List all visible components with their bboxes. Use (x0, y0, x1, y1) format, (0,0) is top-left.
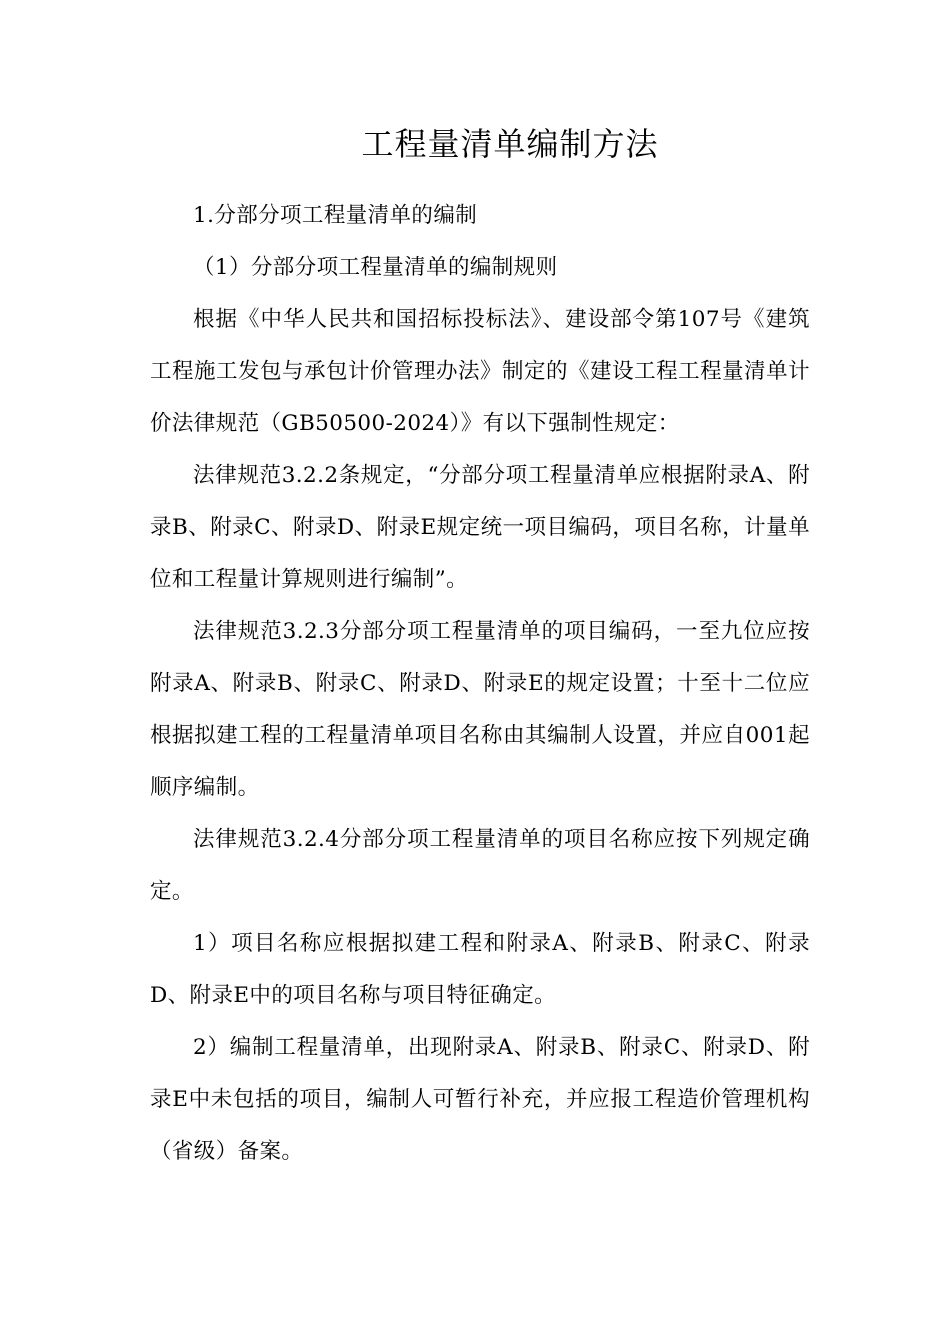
list-item-1: 1）项目名称应根据拟建工程和附录A、附录B、附录C、附录D、附录E中的项目名称与项目特征确定。 (150, 931, 810, 1008)
subsection-heading: （1）分部分项工程量清单的编制规则 (193, 255, 558, 280)
document-body (150, 190, 810, 1178)
paragraph-rule-3-2-3: 法律规范3.2.3分部分项工程量清单的项目编码，一至九位应按附录A、附录B、附录C、附录D、附录E的规定设置；十至十二位应根据拟建工程的工程量清单项目名称由其编制人设置，并应自001起顺序编制。 (150, 619, 810, 800)
document-title: 工程量清单编制方法 (361, 125, 659, 163)
list-item-2: 2）编制工程量清单，出现附录A、附录B、附录C、附录D、附录E中未包括的项目，编制人可暂行补充，并应报工程造价管理机构（省级）备案。 (150, 1035, 810, 1164)
paragraph-rule-3-2-2: 法律规范3.2.2条规定，“分部分项工程量清单应根据附录A、附录B、附录C、附录D、附录E规定统一项目编码，项目名称，计量单位和工程量计算规则进行编制”。 (150, 463, 810, 592)
paragraph-rule-3-2-4: 法律规范3.2.4分部分项工程量清单的项目名称应按下列规定确定。 (150, 827, 810, 904)
section-heading: 1.分部分项工程量清单的编制 (193, 203, 478, 228)
paragraph-legal-basis: 根据《中华人民共和国招标投标法》、建设部令第107号《建筑工程施工发包与承包计价管理办法》制定的《建设工程工程量清单计价法律规范（GB50500-2024）》有以下强制性规定： (150, 307, 810, 436)
